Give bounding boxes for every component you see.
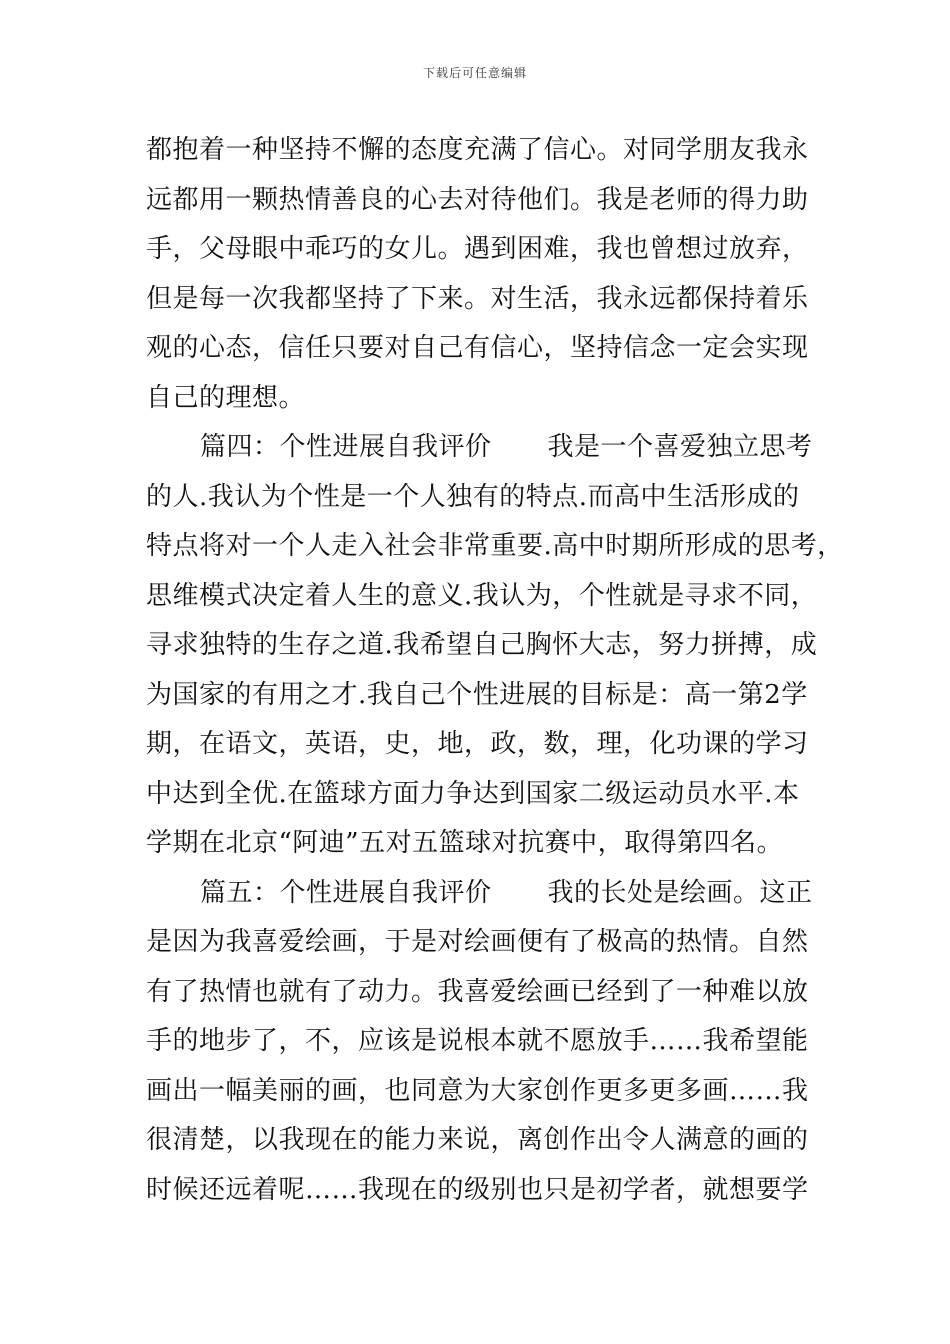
section-4-line: 中达到全优.在篮球方面力争达到国家二级运动员水平.本 bbox=[146, 778, 800, 809]
section-4-heading-line bbox=[146, 423, 826, 473]
section-5-line: 时候还远着呢……我现在的级别也只是初学者，就想要学 bbox=[146, 1174, 809, 1205]
section-5-line: 有了热情也就有了动力。我喜爱绘画已经到了一种难以放 bbox=[146, 976, 809, 1007]
section-5-line: 画出一幅美丽的画，也同意为大家创作更多更多画……我 bbox=[146, 1075, 809, 1106]
header-note: 下载后可任意编辑 bbox=[422, 66, 527, 80]
section-5-title: 篇五：个性进展自我评价 bbox=[200, 877, 492, 908]
section-5-first-text: 我的长处是绘画。这正 bbox=[547, 877, 813, 908]
section-4-line: 特点将对一个人走入社会非常重要.高中时期所形成的思考， bbox=[146, 531, 844, 561]
section-4-line: 的人.我认为个性是一个人独有的特点.而高中生活形成的 bbox=[146, 481, 800, 512]
section-4-line: 期，在语文，英语，史，地，政，数，理，化功课的学习 bbox=[146, 729, 809, 759]
body-line: 观的心态，信任只要对自己有信心，坚持信念一定会实现 bbox=[146, 333, 809, 363]
document-body bbox=[146, 126, 844, 1215]
body-line: 手，父母眼中乖巧的女儿。遇到困难，我也曾想过放弃， bbox=[146, 234, 809, 264]
body-line: 远都用一颗热情善良的心去对待他们。我是老师的得力助 bbox=[146, 184, 809, 215]
section-4-line: 寻求独特的生存之道.我希望自己胸怀大志，努力拼搏，成 bbox=[146, 630, 818, 660]
section-5-line: 是因为我喜爱绘画，于是对绘画便有了极高的热情。自然 bbox=[146, 927, 809, 957]
section-4-line: 学期在北京“阿迪”五对五篮球对抗赛中，取得第四名。 bbox=[146, 828, 784, 858]
section-4-line: 为国家的有用之才.我自己个性进展的目标是：高一第2学 bbox=[146, 679, 808, 710]
section-4-first-text: 我是一个喜爱独立思考 bbox=[547, 432, 813, 462]
section-5-line: 手的地步了，不，应该是说根本就不愿放手……我希望能 bbox=[146, 1026, 809, 1056]
section-5-line: 很清楚，以我现在的能力来说，离创作出令人满意的画的 bbox=[146, 1125, 809, 1155]
body-line: 自己的理想。 bbox=[146, 382, 306, 413]
body-line: 都抱着一种坚持不懈的态度充满了信心。对同学朋友我永 bbox=[146, 135, 809, 165]
body-line: 但是每一次我都坚持了下来。对生活，我永远都保持着乐 bbox=[146, 283, 809, 314]
section-4-line: 思维模式决定着人生的意义.我认为，个性就是寻求不同， bbox=[146, 580, 818, 611]
section-4-title: 篇四：个性进展自我评价 bbox=[200, 432, 492, 462]
section-5-heading-line bbox=[146, 869, 826, 919]
